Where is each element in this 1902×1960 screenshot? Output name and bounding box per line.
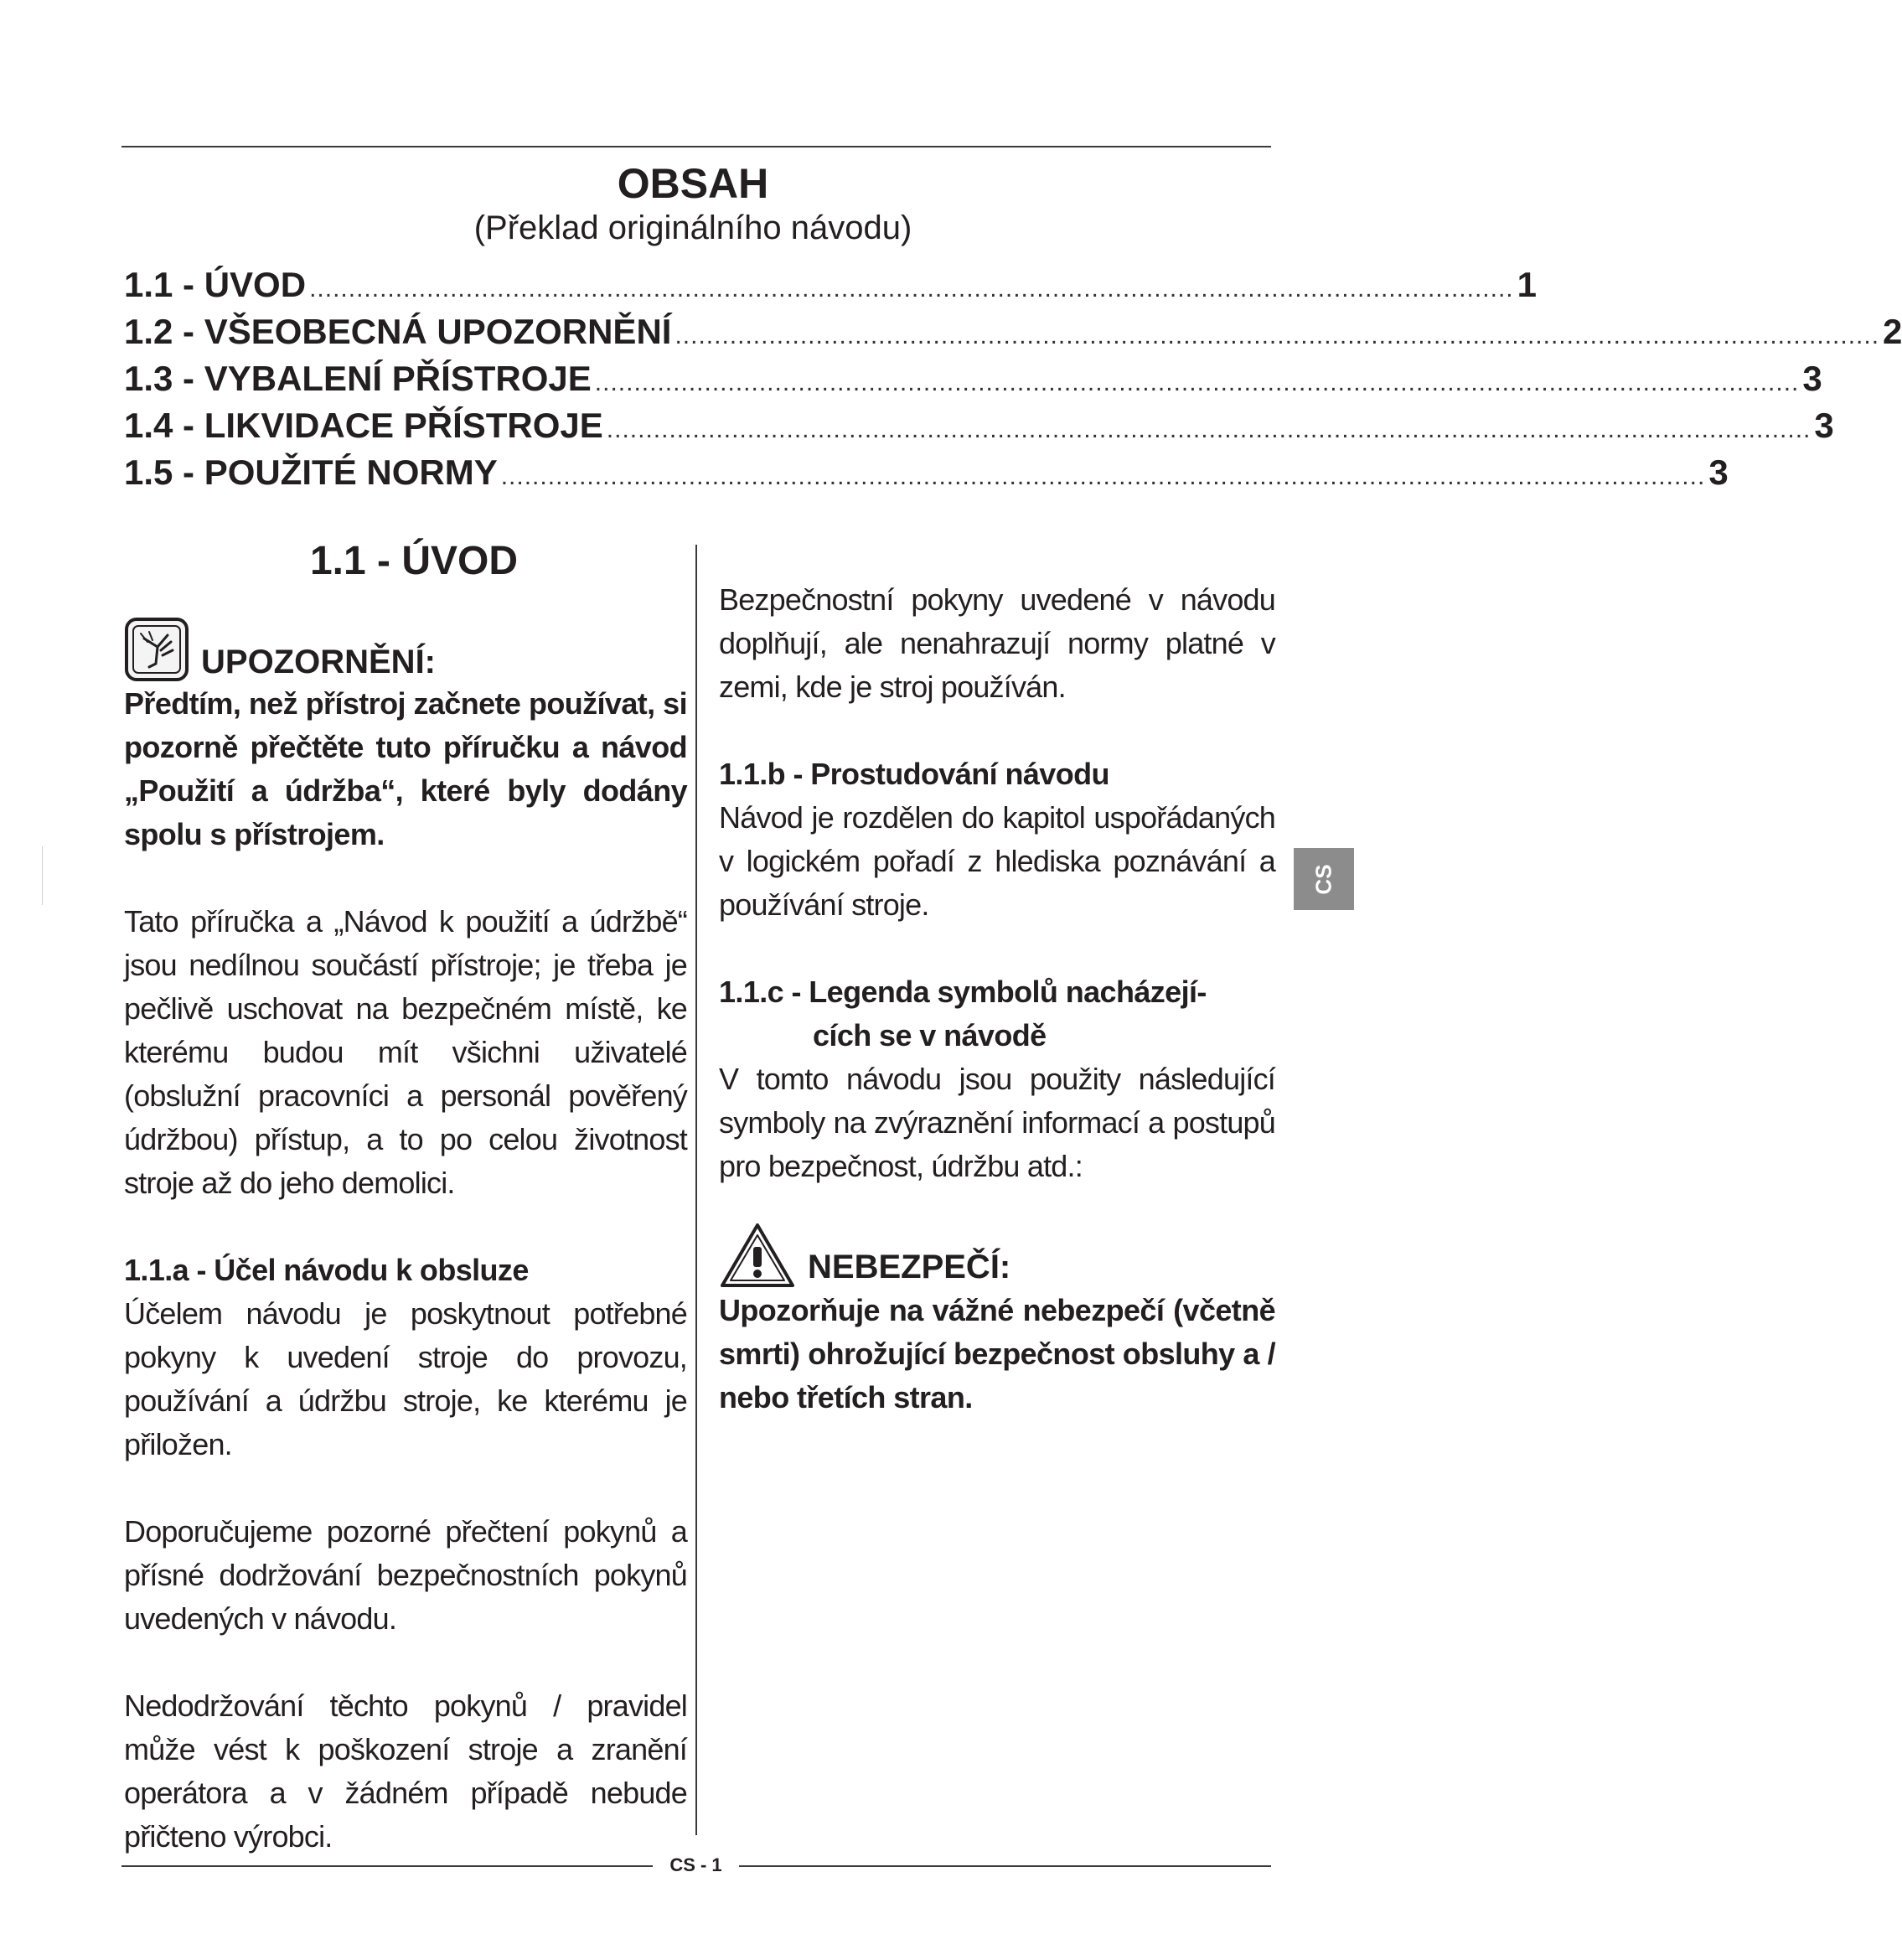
left-column [124,536,687,1859]
danger-header [719,1222,1275,1289]
right-column [719,578,1275,1420]
toc-entry-label: 1.4 - LIKVIDACE PŘÍSTROJE [124,406,603,445]
spacer [124,1641,687,1684]
table-of-contents [124,265,1902,499]
column-divider [695,545,697,1835]
spacer [719,709,1275,752]
toc-entry[interactable] [124,265,1538,312]
toc-entry[interactable] [124,359,1822,406]
toc-leader-dots: .......................................................................................................................................................... [309,275,1514,303]
subsection-b-title: 1.1.b - Prostudování návodu [719,757,1109,791]
spacer [124,1205,687,1249]
intro-paragraph: Tato příručka a „Návod k použití a údržbě“ jsou nedílnou součástí přístroje; je třeba je pečlivě uschovat na bezpečném místě, ke kterému budou mít všichni uživatelé (obslužní pracovníci a personál pověřený údržbou) přístup, a to po celou životnost stroje až do jeho demolici. [124,904,687,1200]
toc-entry-page: 3 [1814,406,1834,445]
toc-leader-dots: .......................................................................................................................................................... [500,463,1706,490]
toc-subtitle: (Překlad originálního návodu) [473,209,912,246]
top-rule [121,146,1271,147]
margin-mark [42,846,43,905]
warning-header [124,617,687,682]
footer-rule-left [121,1865,653,1867]
subsection-a-text: Účelem návodu je poskytnout potřebné pokyny k uvedení stroje do provozu, používání a údržbu stroje, ke kterému je přiložen. [124,1296,687,1461]
toc-leader-dots: .......................................................................................................................................................... [594,369,1800,396]
warning-text: Předtím, než přístroj začnete používat, si pozorně přečtěte tuto příručku a návod „Použití a údržba“, které byly dodány spolu s přístrojem. [124,686,687,851]
spacer [124,856,687,900]
danger-title: NEBEZPEČÍ: [808,1249,1011,1285]
safety-instructions-paragraph: Bezpečnostní pokyny uvedené v návodu doplňují, ale nenahrazují normy platné v zemi, kde je stroj používán. [719,582,1275,704]
footer-page-number: CS - 1 [669,1854,722,1875]
toc-entry-page: 3 [1802,359,1822,398]
toc-leader-dots: .......................................................................................................................................................... [674,322,1880,349]
warning-title: UPOZORNĚNÍ: [201,644,436,680]
toc-entry-label: 1.2 - VŠEOBECNÁ UPOZORNĚNÍ [124,312,672,351]
subsection-b-text: Návod je rozdělen do kapitol uspořádaných v logickém pořadí z hlediska poznávání a používání stroje. [719,800,1275,922]
toc-entry[interactable] [124,312,1902,359]
non-compliance-paragraph: Nedodržování těchto pokynů / pravidel může vést k poškození stroje a zranění operátora a v žádném případě nebude přičteno výrobci. [124,1688,687,1854]
subsection-c-title: 1.1.c - Legenda symbolů nacházejí- [719,975,1207,1009]
toc-entry-label: 1.5 - POUŽITÉ NORMY [124,453,498,492]
toc-entry-label: 1.3 - VYBALENÍ PŘÍSTROJE [124,359,592,398]
toc-entry-page: 2 [1883,312,1902,351]
footer-rule-right [739,1865,1271,1867]
danger-text: Upozorňuje na vážné nebezpečí (včetně smrti) ohrožující bezpečnost obsluhy a / nebo třetích stran. [719,1293,1275,1414]
language-tab-label: CS [1310,863,1336,895]
recommendation-paragraph: Doporučujeme pozorné přečtení pokynů a přísné dodržování bezpečnostních pokynů uvedených v návodu. [124,1514,687,1636]
toc-entry-label: 1.1 - ÚVOD [124,265,307,304]
toc-entry-page: 1 [1517,265,1538,304]
spacer [124,1466,687,1510]
toc-entry[interactable] [124,453,1729,499]
toc-leader-dots: .......................................................................................................................................................... [606,416,1812,443]
spacer [719,927,1275,970]
subsection-c-title-continued: cích se v návodě [813,1018,1047,1052]
subsection-a-title: 1.1.a - Účel návodu k obsluze [124,1253,529,1287]
warning-hand-icon [124,617,189,682]
subsection-c-text: V tomto návodu jsou použity následující symboly na zvýraznění informací a postupů pro bezpečnost, údržbu atd.: [719,1062,1275,1183]
toc-title: OBSAH [617,160,769,207]
danger-triangle-icon [719,1222,796,1289]
toc-entry-page: 3 [1708,453,1729,492]
toc-entry[interactable] [124,406,1834,453]
section-title: 1.1 - ÚVOD [309,539,519,583]
language-tab [1294,848,1354,910]
